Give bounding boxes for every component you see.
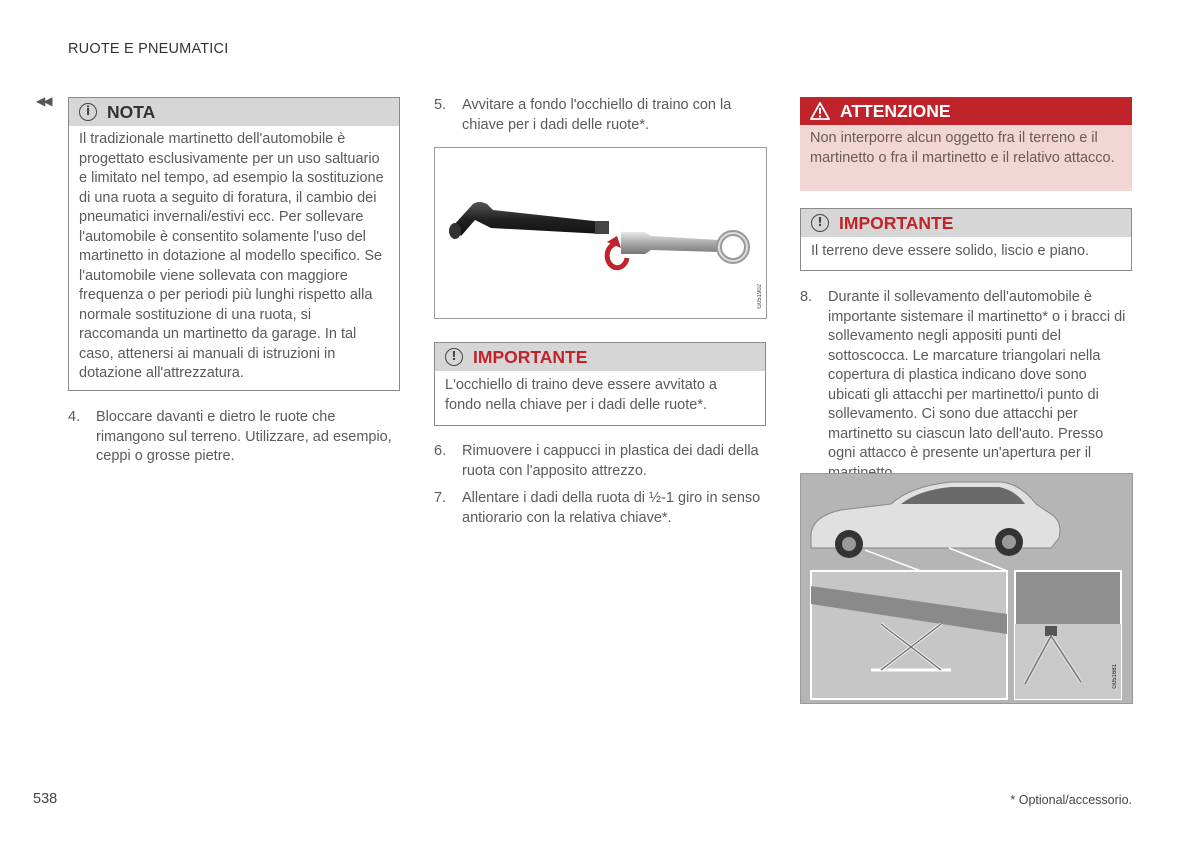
step-7 <box>434 489 766 528</box>
step-6 <box>434 442 766 481</box>
step-5 <box>434 96 766 135</box>
nota-title: NOTA <box>107 101 156 122</box>
importante-body: Il terreno deve essere solido, liscio e piano. <box>811 243 1090 259</box>
attenzione-box <box>800 97 1132 191</box>
info-icon: i <box>79 103 97 121</box>
step-number: 4. <box>68 409 81 425</box>
section-header: RUOTE E PNEUMATICI <box>68 41 229 57</box>
car-jack-illustration <box>801 474 1132 703</box>
step-text: Avvitare a fondo l'occhiello di traino con la chiave per i dadi delle ruote*. <box>462 97 732 133</box>
importante-title: IMPORTANTE <box>473 346 588 367</box>
step-text: Rimuovere i cappucci in plastica dei dadi della ruota con l'apposito attrezzo. <box>462 443 759 479</box>
step-4 <box>68 408 400 467</box>
importante-box <box>434 342 766 426</box>
nota-body: Il tradizionale martinetto dell'automobile è progettato esclusivamente per un uso saltuario e limitato nel tempo, ad esempio la sostituzione di una ruota a seguito di foratura, il cambio dei pneumatici invernali/estivi ecc. Per sollevare l'automobile è consentito solamente l'uso del martinetto in dotazione al modello specifico. Se l'automobile viene sollevata con maggiore frequenza o per periodi più lunghi rispetto alla normale sostituzione di una ruota, si raccomanda un martinetto da garage. In tal caso, attenersi ai manuali di istruzioni in dotazione all'attrezzatura. <box>79 131 384 381</box>
step-number: 6. <box>434 443 447 459</box>
figure-code: G051681 <box>1112 664 1118 689</box>
importante-header <box>435 343 765 371</box>
step-number: 7. <box>434 490 447 506</box>
attenzione-body: Non interporre alcun oggetto fra il terreno e il martinetto o fra il martinetto e il relativo attacco. <box>800 125 1132 191</box>
importante-header <box>801 209 1131 237</box>
step-number: 5. <box>434 97 447 113</box>
back-arrow-icon[interactable]: ◀◀ <box>36 94 51 108</box>
importante-body: L'occhiello di traino deve essere avvitato a fondo nella chiave per i dadi delle ruote*. <box>445 377 717 413</box>
step-text: Bloccare davanti e dietro le ruote che rimangono sul terreno. Utilizzare, ad esempio, ceppi o grosse pietre. <box>96 409 392 464</box>
exclamation-icon: ! <box>811 214 829 232</box>
exclamation-icon: ! <box>445 348 463 366</box>
wrench-towing-eye-illustration <box>435 148 766 318</box>
step-text: Durante il sollevamento dell'automobile è importante sistemare il martinetto* o i bracci di sollevamento negli appositi punti del sottoscocca. Le marcature triangolari nella copertura di plastica indicano dove sono ubicati gli attacchi per martinetto/i punto di sollevamento. Ci sono due attacchi per martinetto su ciascun lato dell'auto. Presso ogni attacco è presente un'apertura per il <box>828 289 1126 461</box>
nota-header <box>69 98 399 126</box>
attenzione-title: ATTENZIONE <box>840 100 951 121</box>
attenzione-header <box>800 97 1132 125</box>
importante-title: IMPORTANTE <box>839 212 954 233</box>
warning-triangle-icon <box>810 102 830 120</box>
step-8 <box>800 288 1132 483</box>
wrench-towing-eye-figure <box>434 147 767 319</box>
figure-code: G051902 <box>757 284 763 309</box>
page-number: 538 <box>33 791 58 807</box>
jacking-points-figure <box>800 473 1133 704</box>
footnote: * Optional/accessorio. <box>1010 793 1132 807</box>
nota-box <box>68 97 400 391</box>
step-text: Allentare i dadi della ruota di ½-1 giro in senso antiorario con la relativa chiave*. <box>462 490 761 526</box>
step-number: 8. <box>800 289 813 305</box>
importante-box <box>800 208 1132 271</box>
